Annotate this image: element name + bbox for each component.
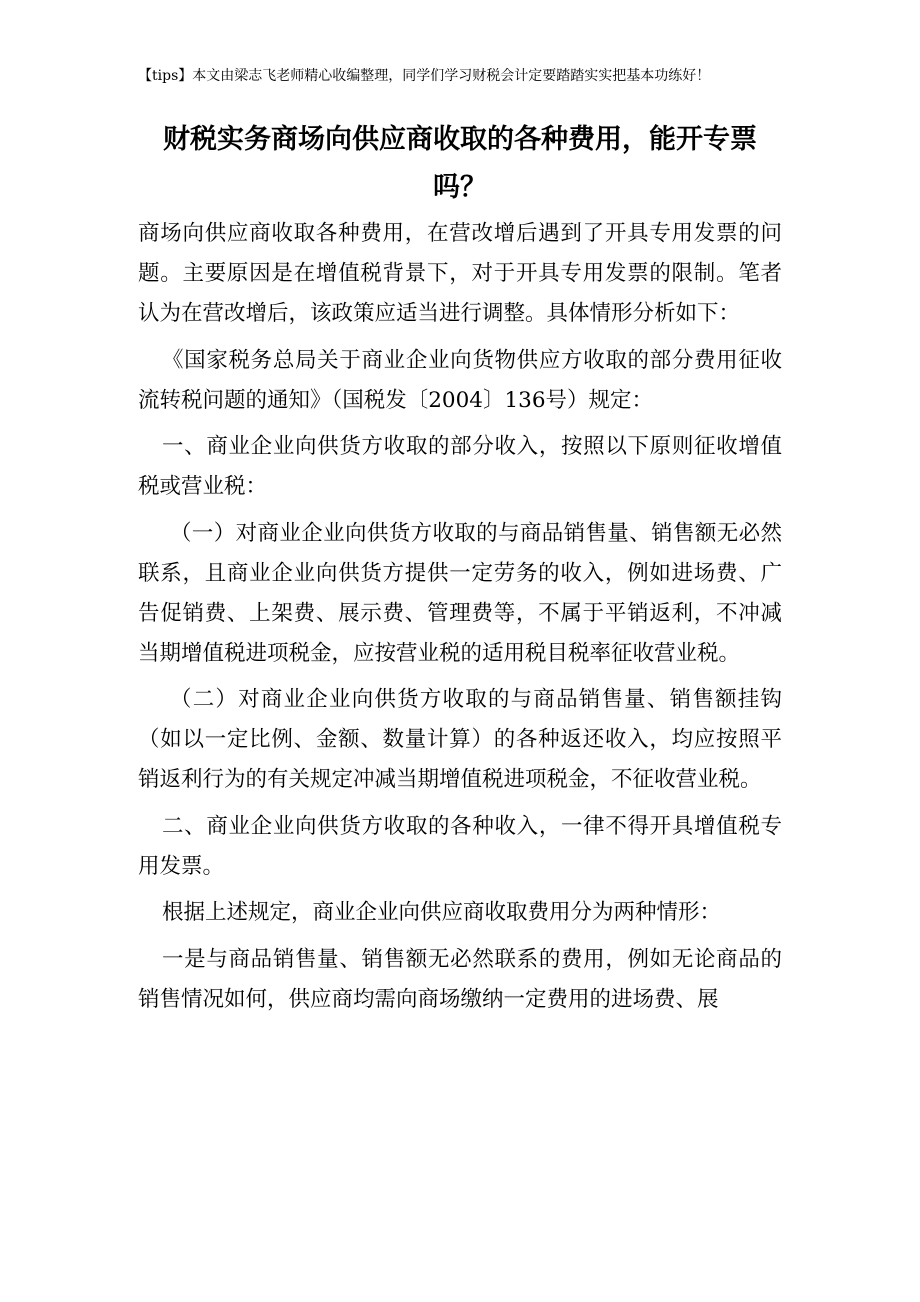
paragraph-rule-one-item-2: （二）对商业企业向供货方收取的与商品销售量、销售额挂钩（如以一定比例、金额、数量计算）的各种返还收入，均应按照平销返利行为的有关规定冲减当期增值税进项税金，不征收营业税。 <box>138 687 782 792</box>
document-title: 财税实务商场向供应商收取的各种费用，能开专票吗？ <box>163 124 757 203</box>
paragraph-case-one: 一是与商品销售量、销售额无必然联系的费用，例如无论商品的销售情况如何，供应商均需向商场缴纳一定费用的进场费、展 <box>138 946 782 1012</box>
paragraph-rule-one-item-1: （一）对商业企业向供货方收取的与商品销售量、销售额无必然联系，且商业企业向供货方提供一定劳务的收入，例如进场费、广告促销费、上架费、展示费、管理费等，不属于平销返利，不冲减当期增值税进项税金，应按营业税的适用税目税率征收营业税。 <box>138 520 782 666</box>
tips-header: 【tips】本文由梁志飞老师精心收编整理，同学们学习财税会计定要踏踏实实把基本功练好！ <box>138 68 711 84</box>
paragraph-analysis: 根据上述规定，商业企业向供应商收取费用分为两种情形： <box>162 900 722 925</box>
paragraph-notice-citation: 《国家税务总局关于商业企业向货物供应方收取的部分费用征收流转税问题的通知》（国税发〔2004〕136号）规定： <box>138 347 782 413</box>
paragraph-rule-two: 二、商业企业向供货方收取的各种收入，一律不得开具增值税专用发票。 <box>138 813 782 879</box>
paragraph-rule-one: 一、商业企业向供货方收取的部分收入，按照以下原则征收增值税或营业税： <box>138 434 782 499</box>
document-body <box>138 214 782 1026</box>
paragraph-intro: 商场向供应商收取各种费用，在营改增后遇到了开具专用发票的问题。主要原因是在增值税背景下，对于开具专用发票的限制。笔者认为在营改增后，该政策应适当进行调整。具体情形分析如下： <box>138 221 782 326</box>
